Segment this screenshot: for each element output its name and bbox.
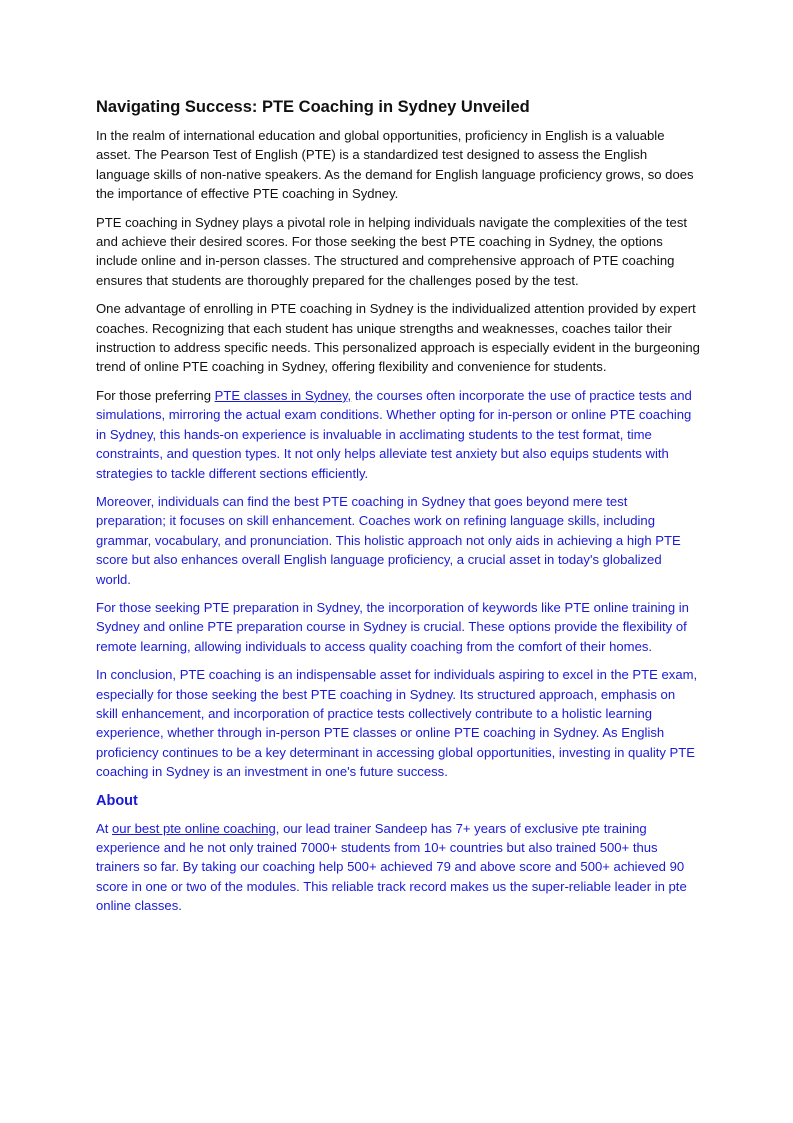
about-heading: About (96, 792, 138, 809)
paragraph-role: PTE coaching in Sydney plays a pivotal role in helping individuals navigate the complexities of the test and achieve their desired scores. For those seeking the best PTE coaching in Sydney, the options include online and in-person classes. The structured and comprehensive approach of PTE coaching ensures that students are thoroughly prepared for the challenges posed by the test. (96, 214, 688, 288)
paragraph-practice-prefix: For those preferring (96, 387, 215, 403)
paragraph-online: For those seeking PTE preparation in Sydney, the incorporation of keywords like PTE online training in Sydney and online PTE preparation course in Sydney is crucial. These options provide the flexibility of remote learning, allowing individuals to access quality coaching from the comfort of their homes. (96, 599, 689, 654)
paragraph-practice-rest: the courses often incorporate the use of practice tests and simulations, mirroring the actual exam conditions. Whether opting for in-person or online PTE coaching in Sydney, this hands-on experience is invaluable in acclimating students to the test format, time constraints, and question types. It not only helps alleviate test anxiety but also equips students with strategies to tackle different sections efficiently. (96, 387, 692, 481)
document-page (96, 96, 700, 925)
pte-classes-sydney-link[interactable]: PTE classes in Sydney, (214, 387, 352, 403)
page-title: Navigating Success: PTE Coaching in Sydney Unveiled (96, 98, 530, 116)
paragraph-intro: In the realm of international education and global opportunities, proficiency in English is a valuable asset. The Pearson Test of English (PTE) is a standardized test designed to assess the English language skills of non-native speakers. As the demand for English language proficiency grows, so does the importance of effective PTE coaching in Sydney. (96, 128, 694, 202)
paragraph-skill: Moreover, individuals can find the best PTE coaching in Sydney that goes beyond mere test preparation; it focuses on skill enhancement. Coaches work on refining language skills, including grammar, vocabulary, and pronunciation. This holistic approach not only aids in achieving a high PTE score but also enhances overall English language proficiency, a crucial asset in today's globalized world. (96, 493, 681, 587)
paragraph-practice (96, 386, 700, 483)
paragraph-conclusion: In conclusion, PTE coaching is an indispensable asset for individuals aspiring to excel in the PTE exam, especially for those seeking the best PTE coaching in Sydney. Its structured approach, emphasis on skill enhancement, and incorporation of practice tests collectively contribute to a holistic learning experience, whether through in-person PTE classes or online PTE coaching in Sydney. As English proficiency continues to be a key determinant in accessing global opportunities, investing in quality PTE coaching in Sydney is an investment in one's future success. (96, 667, 698, 780)
paragraph-advantage: One advantage of enrolling in PTE coaching in Sydney is the individualized attention provided by expert coaches. Recognizing that each student has unique strengths and weaknesses, coaches tailor their instruction to address specific needs. This personalized approach is especially evident in the burgeoning trend of online PTE coaching in Sydney, offering flexibility and convenience for students. (96, 301, 700, 375)
best-pte-online-coaching-link[interactable]: our best pte online coaching, (112, 820, 280, 836)
about-paragraph (96, 819, 700, 916)
about-rest: our lead trainer Sandeep has 7+ years of exclusive pte training experience and he not only trained 7000+ students from 10+ countries but also trained 500+ thus trainers so far. By taking our coaching help 500+ achieved 79 and above score and 500+ achieved 90 score in one or two of the modules. This reliable track record makes us the super-reliable leader in pte online classes. (96, 820, 687, 914)
about-prefix: At (96, 820, 113, 836)
